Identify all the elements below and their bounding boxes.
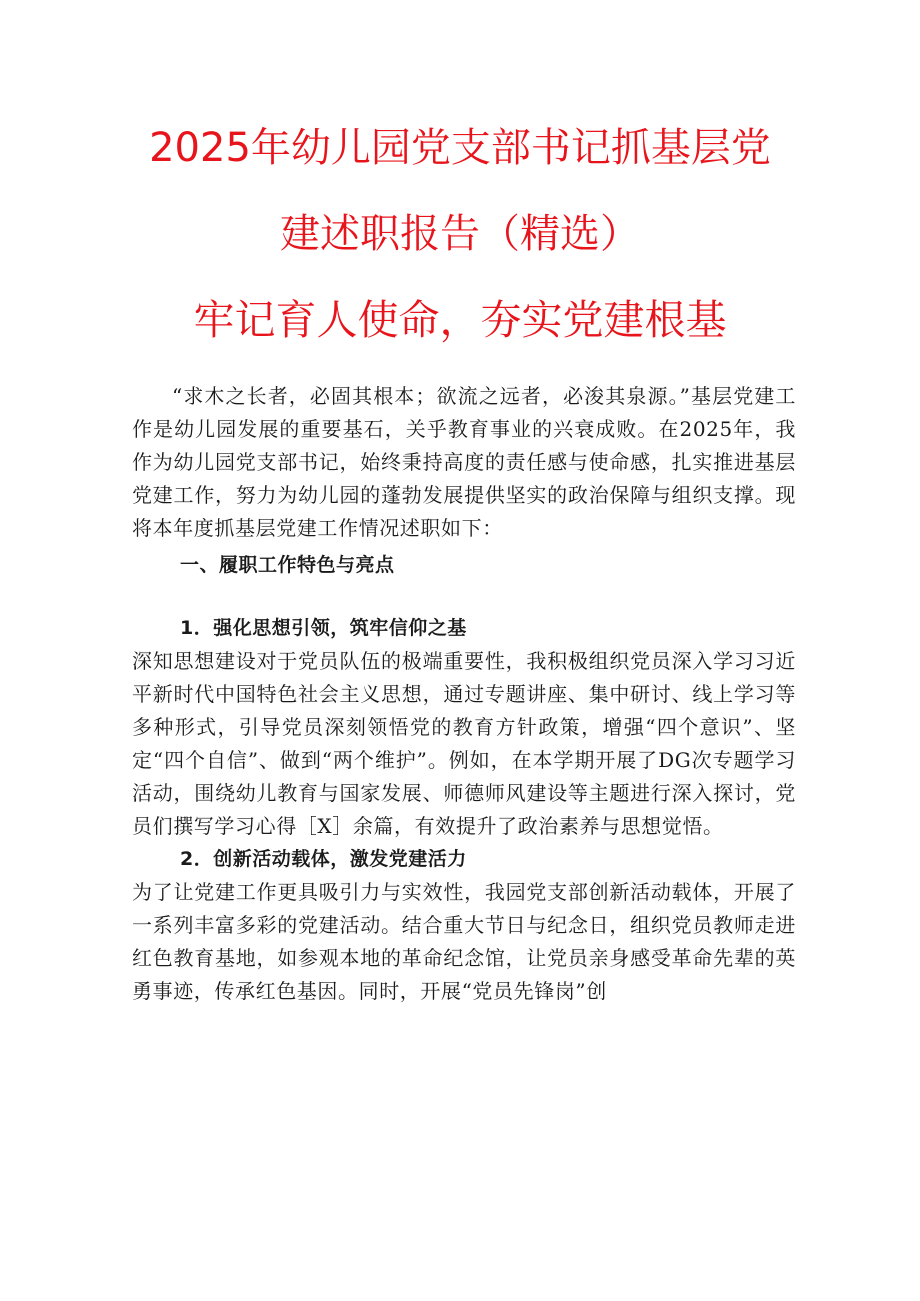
title-line-2: 建述职报告（精选） (280, 211, 640, 257)
subsection-text-1: 深知思想建设对于党员队伍的极端重要性，我积极组织党员深入学习习近平新时代中国特色社会主义思想，通过专题讲座、集中研讨、线上学习等多种形式，引导党员深刻领悟党的教育方针政策，增强“四个意识”、坚定“四个自信”、做到“两个维护”。例如，在本学期开展了DG次专题学习活动，围绕幼儿教育与国家发展、师德师风建设等主题进行深入探讨，党员们撰写学习心得［X］余篇，有效提升了政治素养与思想觉悟。 (132, 649, 796, 838)
title-line-3: 牢记育人使命，夯实党建根基 (193, 296, 727, 344)
subsection-heading-2: 2．创新活动载体，激发党建活力 (180, 848, 467, 870)
title-line-1: 2025年幼儿园党支部书记抓基层党 (149, 125, 771, 171)
document-body (132, 380, 796, 1008)
document-title (0, 112, 920, 344)
subsection-heading-1: 1．强化思想引领，筑牢信仰之基 (180, 617, 467, 639)
intro-paragraph: “求木之长者，必固其根本；欲流之远者，必浚其泉源。”基层党建工作是幼儿园发展的重要基石，关乎教育事业的兴衰成败。在2025年，我作为幼儿园党支部书记，始终秉持高度的责任感与使命感，扎实推进基层党建工作，努力为幼儿园的蓬勃发展提供坚实的政治保障与组织支撑。现将本年度抓基层党建工作情况述职如下： (132, 384, 796, 540)
section-heading-1: 一、履职工作特色与亮点 (180, 554, 395, 576)
spacer (132, 582, 796, 612)
subsection-text-2: 为了让党建工作更具吸引力与实效性，我园党支部创新活动载体，开展了一系列丰富多彩的党建活动。结合重大节日与纪念日，组织党员教师走进红色教育基地，如参观本地的革命纪念馆，让党员亲身感受革命先辈的英勇事迹，传承红色基因。同时，开展“党员先锋岗”创 (132, 880, 796, 1003)
